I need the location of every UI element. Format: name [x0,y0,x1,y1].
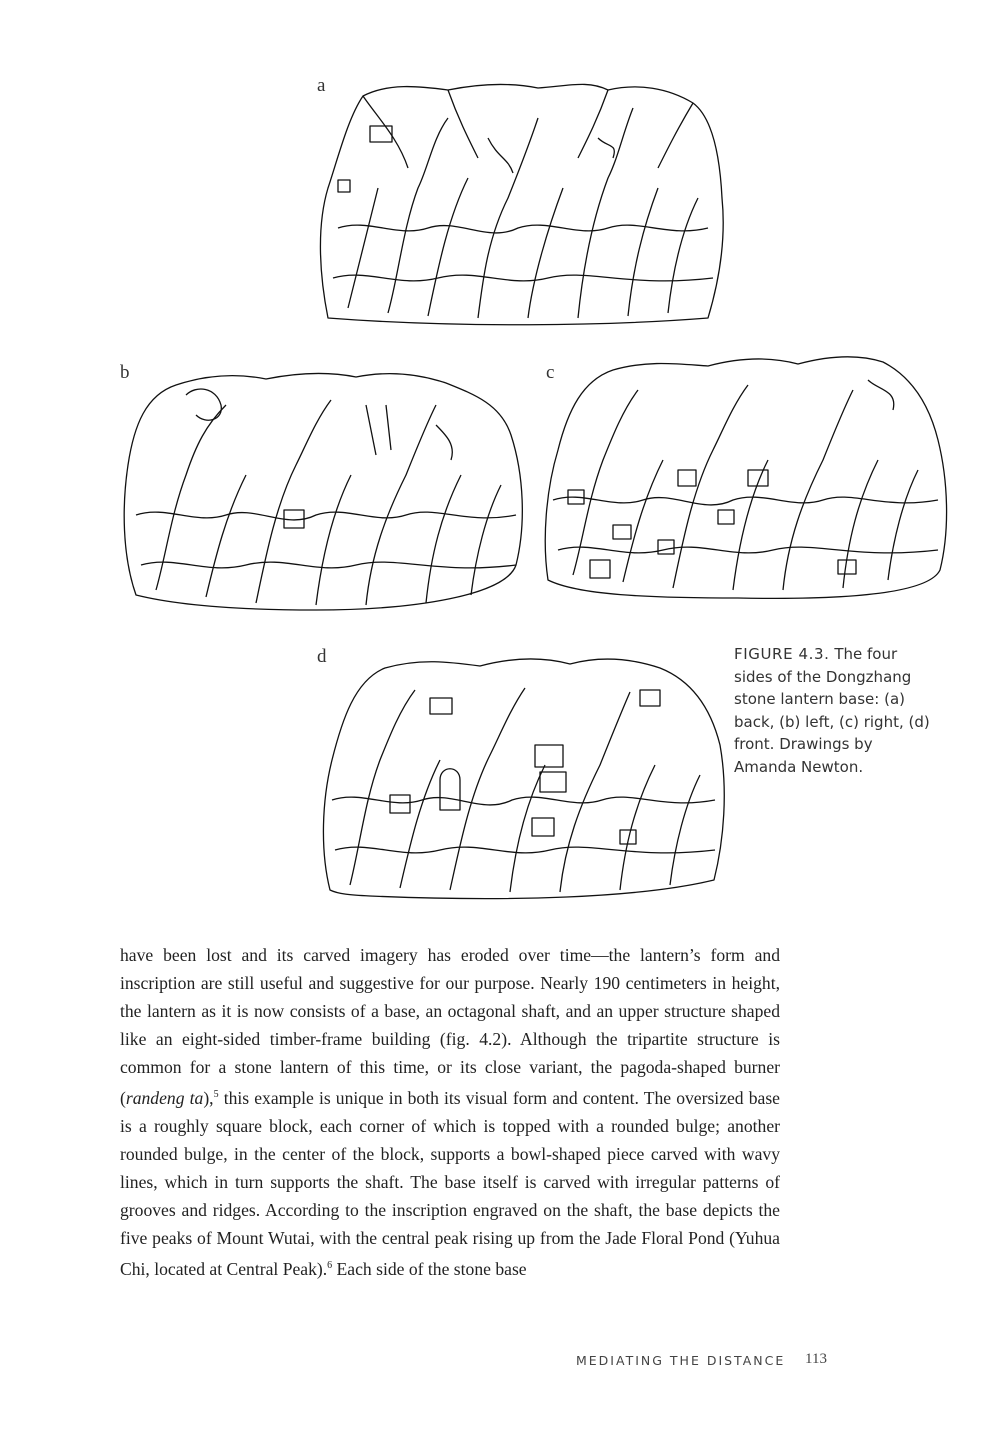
caption-text: The four sides of the Dongzhang stone lantern base: (a) back, (b) left, (c) right, (d) front. Drawings by Amanda Newton. [734,645,930,776]
figure-number: FIGURE 4.3. [734,645,830,663]
paragraph-text: Each side of the stone base [332,1258,527,1279]
body-text [120,941,780,1283]
drawing-panel-b [116,365,536,615]
paragraph-text: this example is unique in both its visual form and content. The oversized base is a roughly square block, each corner of which is topped with a rounded bulge; another rounded bulge, in the center of the block, supports a bowl-shaped piece carved with wavy lines, which in turn supports the shaft. The base itself is carved with irregular patterns of grooves and ridges. According to the inscription engraved on the shaft, the base depicts the five peaks of Mount Wutai, with the central peak rising up from the Jade Floral Pond (Yuhua Chi, located at Central Peak). [120,1087,780,1279]
italic-term: randeng ta [125,1087,204,1108]
panel-label-d: d [317,646,327,667]
drawing-panel-d [310,650,734,902]
drawing-panel-c [538,350,958,612]
paragraph-text: have been lost and its carved imagery has eroded over time—the lantern’s form and inscription are still useful and suggestive for our purpose. Nearly 190 centimeters in height, the lantern as it is now consists of a base, an octagonal shaft, and an upper structure shaped like an eight-sided timber-frame building (fig. 4.2). Although the tripartite structure is common for a stone lantern of this time, or its close variant, the pagoda-shaped burner ( [120,945,780,1108]
footnote-marker: 5 [213,1089,219,1100]
drawing-panel-a [308,78,732,328]
running-head: MEDIATING THE DISTANCE [576,1353,786,1368]
figure-caption [734,643,934,778]
panel-label-b: b [120,362,130,383]
panel-label-a: a [317,75,326,96]
page-number: 113 [805,1351,827,1367]
paragraph [120,941,780,1283]
footnote-marker: 6 [327,1259,333,1271]
panel-label-c: c [546,362,555,383]
paragraph-text: ), [203,1087,214,1108]
